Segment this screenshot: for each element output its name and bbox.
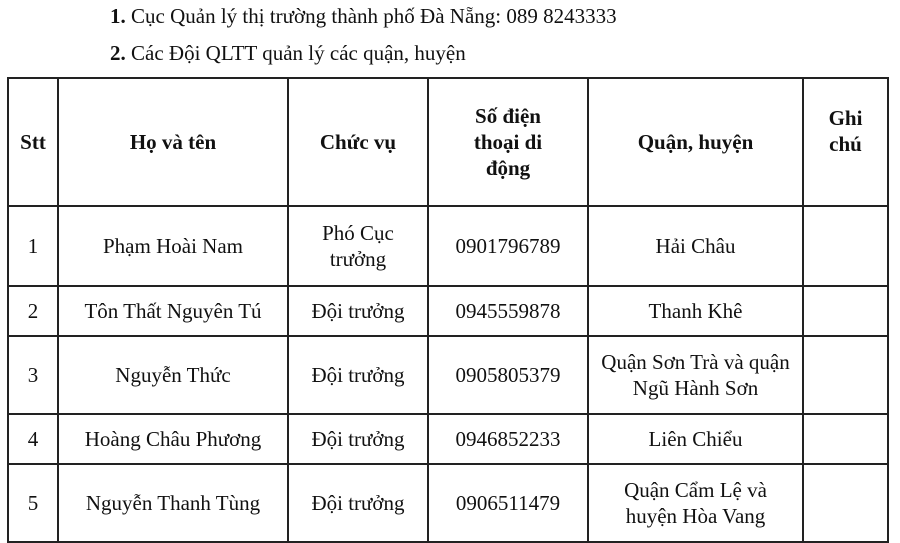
cell-position: Đội trưởng — [288, 286, 428, 336]
cell-stt: 4 — [8, 414, 58, 464]
cell-note — [803, 286, 888, 336]
header-stt: Stt — [8, 78, 58, 206]
table-row — [8, 464, 888, 542]
cell-position-text: Phó Cục trưởng — [322, 221, 394, 271]
cell-district-text: Quận Sơn Trà và quận Ngũ Hành Sơn — [601, 350, 790, 400]
cell-stt: 1 — [8, 206, 58, 286]
cell-phone: 0905805379 — [428, 336, 588, 414]
cell-name: Nguyễn Thanh Tùng — [58, 464, 288, 542]
cell-district — [588, 464, 803, 542]
cell-name: Phạm Hoài Nam — [58, 206, 288, 286]
cell-district — [588, 336, 803, 414]
teams-heading-text: Các Đội QLTT quản lý các quận, huyện — [131, 41, 466, 65]
cell-stt: 5 — [8, 464, 58, 542]
cell-position: Đội trưởng — [288, 464, 428, 542]
cell-note — [803, 206, 888, 286]
cell-note — [803, 336, 888, 414]
cell-position: Đội trưởng — [288, 336, 428, 414]
table-header-row — [8, 78, 888, 206]
cell-phone: 0946852233 — [428, 414, 588, 464]
cell-stt: 2 — [8, 286, 58, 336]
cell-note — [803, 464, 888, 542]
cell-phone: 0945559878 — [428, 286, 588, 336]
header-position: Chức vụ — [288, 78, 428, 206]
cell-name: Tôn Thất Nguyên Tú — [58, 286, 288, 336]
header-phone — [428, 78, 588, 206]
cell-name: Hoàng Châu Phương — [58, 414, 288, 464]
table-row — [8, 414, 888, 464]
header-note-label: Ghi chú — [828, 106, 863, 156]
hotline-text: Cục Quản lý thị trường thành phố Đà Nẵng: 089 8243333 — [131, 4, 617, 28]
cell-position — [288, 206, 428, 286]
cell-district: Thanh Khê — [588, 286, 803, 336]
cell-district-text: Quận Cẩm Lệ và huyện Hòa Vang — [624, 478, 767, 528]
teams-heading — [110, 41, 466, 66]
cell-stt: 3 — [8, 336, 58, 414]
hotline-line — [110, 4, 617, 29]
header-name: Họ và tên — [58, 78, 288, 206]
line2-number: 2. — [110, 41, 126, 65]
cell-phone: 0901796789 — [428, 206, 588, 286]
cell-note — [803, 414, 888, 464]
table-row — [8, 206, 888, 286]
cell-district: Hải Châu — [588, 206, 803, 286]
header-note — [803, 78, 888, 206]
cell-position: Đội trưởng — [288, 414, 428, 464]
header-phone-label: Số điện thoại di động — [473, 104, 543, 180]
cell-name: Nguyễn Thức — [58, 336, 288, 414]
table-row — [8, 286, 888, 336]
table-row — [8, 336, 888, 414]
cell-phone: 0906511479 — [428, 464, 588, 542]
line1-number: 1. — [110, 4, 126, 28]
cell-district: Liên Chiểu — [588, 414, 803, 464]
header-district: Quận, huyện — [588, 78, 803, 206]
contacts-table — [7, 77, 889, 543]
